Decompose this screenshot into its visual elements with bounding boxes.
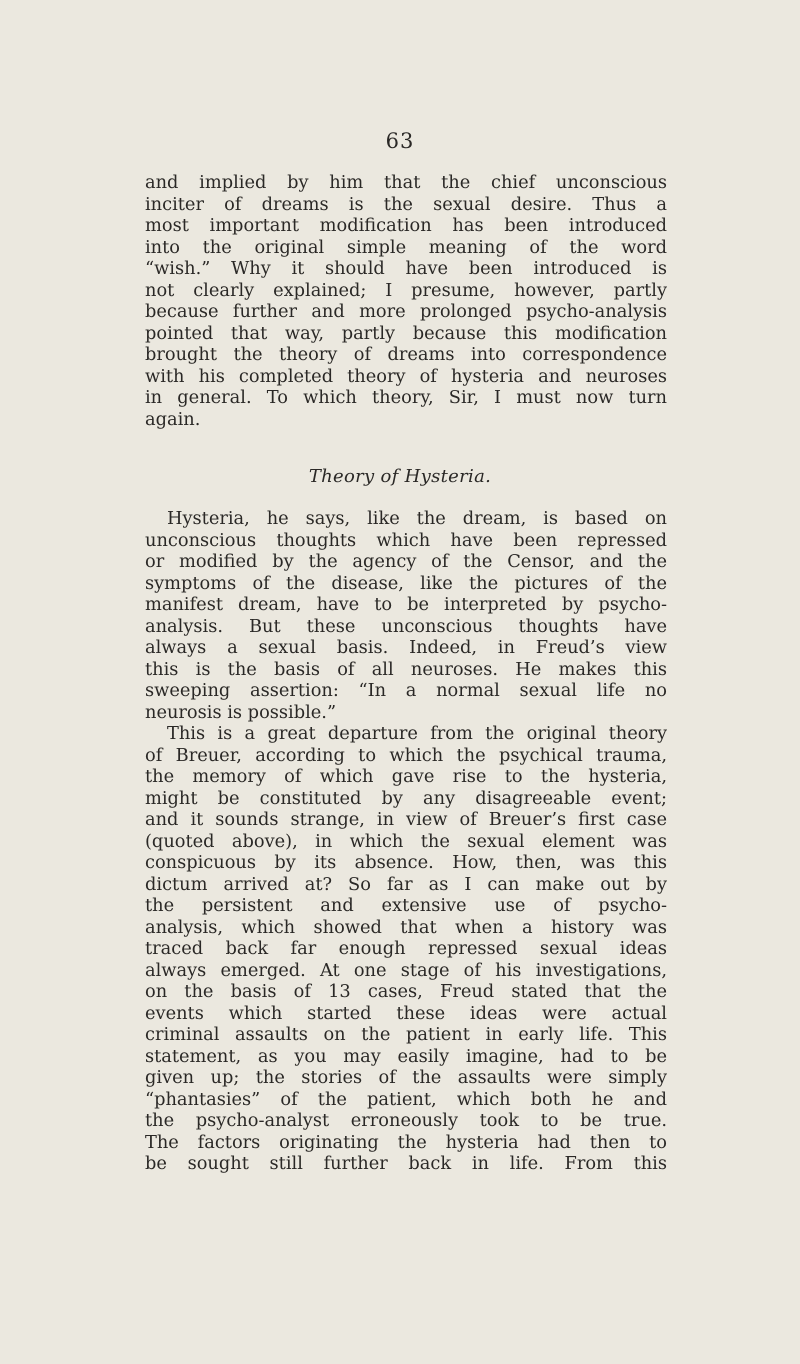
text-line: analysis, which showed that when a history was xyxy=(145,916,667,938)
paragraph-hysteria xyxy=(145,508,667,723)
text-line: and it sounds strange, in view of Breuer’s first case xyxy=(145,809,667,830)
text-line: be sought still further back in life. From this xyxy=(145,1153,667,1174)
text-line: criminal assaults on the patient in early life. This xyxy=(145,1024,667,1045)
text-line: in general. To which theory, Sir, I must now turn xyxy=(145,387,667,408)
text-line: given up; the stories of the assaults were simply xyxy=(145,1067,667,1088)
text-line: again. xyxy=(145,408,201,430)
paragraph-dream-theory xyxy=(145,172,667,430)
text-line: with his completed theory of hysteria and neuroses xyxy=(145,365,667,387)
paragraph-breuer xyxy=(145,723,667,1175)
text-line: because further and more prolonged psycho-analysis xyxy=(145,301,667,322)
text-line: “phantasies” of the patient, which both he and xyxy=(145,1088,667,1110)
text-line: This is a great departure from the original theory xyxy=(167,723,667,744)
text-line: into the original simple meaning of the word xyxy=(145,236,667,258)
text-line: most important modification has been introduced xyxy=(145,215,667,236)
text-line: neurosis is possible.” xyxy=(145,701,337,723)
text-line: Hysteria, he says, like the dream, is based on xyxy=(167,508,667,529)
text-line: sweeping assertion: “In a normal sexual life no xyxy=(145,680,667,701)
text-line: statement, as you may easily imagine, had to be xyxy=(145,1045,667,1067)
text-line: “wish.” Why it should have been introduced is xyxy=(145,258,667,279)
text-line: on the basis of 13 cases, Freud stated that the xyxy=(145,981,667,1002)
text-line: this is the basis of all neuroses. He makes this xyxy=(145,658,667,680)
text-line: and implied by him that the chief unconscious xyxy=(145,172,667,193)
text-line: manifest dream, have to be interpreted by psycho- xyxy=(145,594,667,615)
text-line: The factors originating the hysteria had then to xyxy=(145,1131,667,1153)
text-line: pointed that way, partly because this modification xyxy=(145,322,667,344)
text-line: analysis. But these unconscious thoughts have xyxy=(145,615,667,637)
text-line: the memory of which gave rise to the hysteria, xyxy=(145,766,667,787)
text-line: always a sexual basis. Indeed, in Freud’s view xyxy=(145,637,667,658)
text-line: traced back far enough repressed sexual ideas xyxy=(145,938,667,959)
text-line: might be constituted by any disagreeable event; xyxy=(145,787,667,809)
text-line: brought the theory of dreams into correspondence xyxy=(145,344,667,365)
text-line: symptoms of the disease, like the pictures of the xyxy=(145,572,667,594)
page-number: 63 xyxy=(385,129,415,153)
text-line: (quoted above), in which the sexual element was xyxy=(145,830,667,852)
text-line: conspicuous by its absence. How, then, was this xyxy=(145,852,667,873)
text-line: dictum arrived at? So far as I can make out by xyxy=(145,873,667,895)
section-heading: Theory of Hysteria. xyxy=(308,466,492,487)
text-line: the persistent and extensive use of psycho- xyxy=(145,895,667,916)
text-line: the psycho-analyst erroneously took to be true. xyxy=(145,1110,667,1131)
text-line: or modified by the agency of the Censor, and the xyxy=(145,551,667,572)
text-line: inciter of dreams is the sexual desire. Thus a xyxy=(145,193,667,215)
text-line: unconscious thoughts which have been repressed xyxy=(145,529,667,551)
text-line: of Breuer, according to which the psychical trauma, xyxy=(145,744,667,766)
text-line: always emerged. At one stage of his investigations, xyxy=(145,959,667,981)
text-line: events which started these ideas were actual xyxy=(145,1002,667,1024)
text-line: not clearly explained; I presume, however, partly xyxy=(145,279,667,301)
